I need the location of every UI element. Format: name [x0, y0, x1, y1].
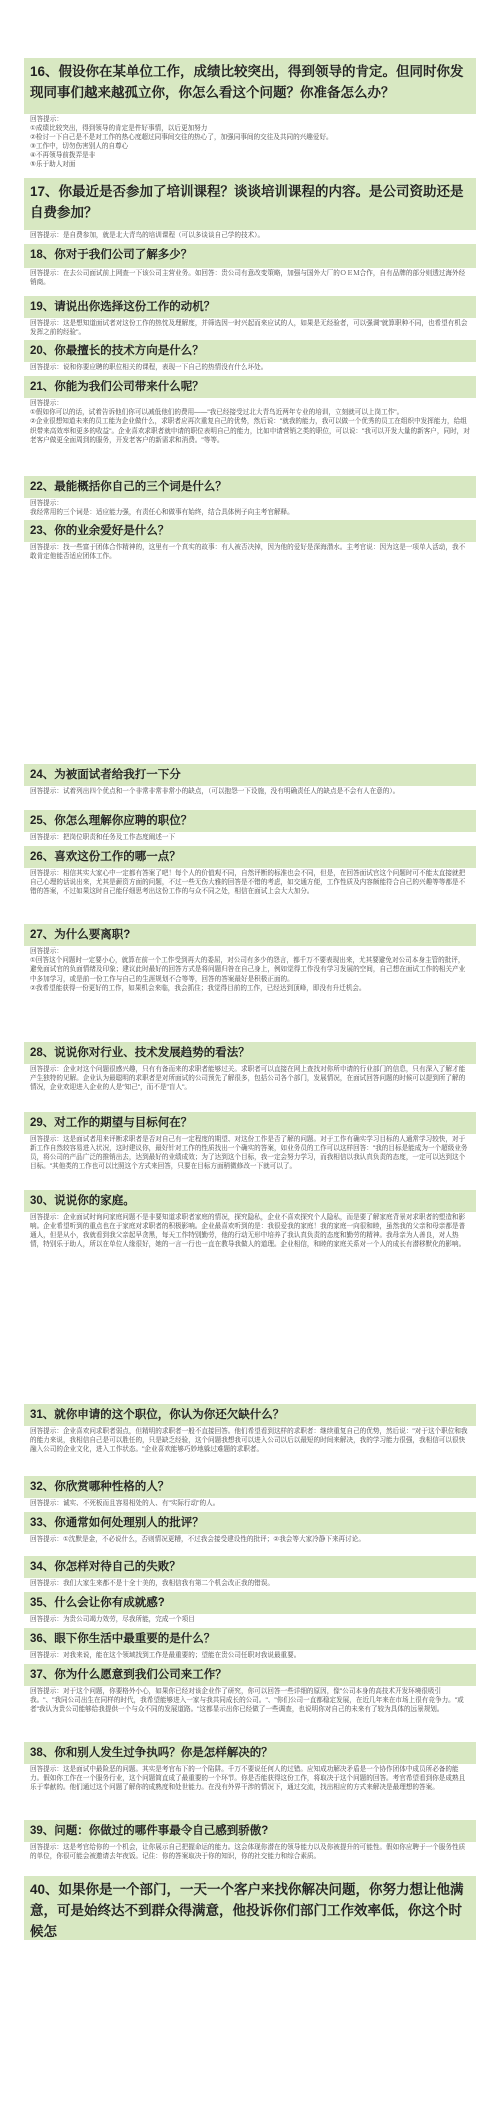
question-31: 31、就你申请的这个职位，你认为你还欠缺什么？ [24, 1404, 476, 1426]
question-22: 22、最能概括你自己的三个词是什么？ [24, 476, 476, 498]
answer-37: 回答提示：对于这个问题，你要格外小心，如果你已经对该企业作了研究，你可以回答一些详细的原因，像"公司本身的高技术开发环境很吸引我。"、"我同公司出生在同样的时代，我希望能够进入一家与我共同成长的公司。"、"你们公司一直都稳定发展，在近几年来在市场上很有竞争力。"或者"我认为贵公司能够给我提供一个与众不同的发展道路。"这都显示出你已经做了一些调查，也说明你对自己的未来有了较为具体的远景规划。 [30, 1688, 464, 1713]
answer-22: 回答提示： 我经常用的三个词是：适应能力强，有责任心和做事有始终，结合具体例子向主考官解释。 [30, 500, 294, 516]
answer-21: 回答提示： ①假如你可以的话，试着告诉他们你可以减低他们的费用——"我已经接受过北大青鸟近两年专业的培训，立刻就可以上岗工作"。 ②企业很想知道未来的员工能为企业做什么，求职者应再次重复自己的优势，然后说："就我的能力，我可以做一个优秀的员工在组织中发挥能力，给组织带来高效率和更多的收益"。企业喜欢求职者就申请的职位表明自己的能力，比如申请营销之类的职位，可以说："我可以开发大量的新客户，同时，对老客户做更全面周到的服务，开发老客户的新需求和消费。"等等。 [30, 400, 470, 444]
answer-20: 回答提示：说和你要应聘的职位相关的课程，表现一下自己的热情没有什么坏处。 [30, 364, 268, 371]
answer-25: 回答提示：把岗位职责和任务及工作态度阐述一下 [30, 834, 176, 841]
question-25: 25、你怎么理解你应聘的职位？ [24, 810, 476, 832]
question-39: 39、问题：你做过的哪件事最令自己感到骄傲? [24, 1820, 476, 1842]
question-26: 26、喜欢这份工作的哪一点？ [24, 846, 476, 868]
answer-24: 回答提示：试着列出四个优点和一个非常非常非常小的缺点，（可以抱怨一下设施，没有明确责任人的缺点是不会有人在意的）。 [30, 788, 400, 795]
answer-23: 回答提示：找一些富于团体合作精神的，这里有一个真实的故事：有人被否决掉，因为他的爱好是深海潜水。主考官说：因为这是一项单人活动，我不敢肯定他能否适应团体工作。 [30, 544, 466, 560]
question-19: 19、请说出你选择这份工作的动机？ [24, 296, 476, 318]
answer-17: 回答提示：是自费参加，就是北大青鸟的培训课程（可以多谈谈自己学的技术）。 [30, 232, 265, 239]
question-16: 16、假设你在某单位工作，成绩比较突出，得到领导的肯定。但同时你发现同事们越来越孤立你，你怎么看这个问题？你准备怎么办？ [24, 58, 476, 114]
question-36: 36、眼下你生活中最重要的是什么？ [24, 1628, 476, 1650]
answer-34: 回答提示：我们大家生来都不是十全十美的，我相信我有第二个机会改正我的错误。 [30, 1580, 274, 1587]
answer-18: 回答提示：在去公司面试前上网查一下该公司主营业务。如回答：贵公司有意改变策略，加强与国外大厂的ＯＥＭ合作，自有品牌的部分则透过海外经销商。 [30, 270, 466, 286]
answer-26: 回答提示：相信其实大家心中一定都有答案了吧！每个人的价值观不同，自然评断的标准也会不同，但是，在回答面试官这个问题时可不能太直接就把自己心理的话说出来，尤其是薪资方面的问题，不过一些无伤大雅的回答是不错的考虑，如交通方便，工作性质及内容颇能符合自己的兴趣等等都是不错的答案，不过如果这时自己能仔细思考出这份工作的与众不同之处，相信在面试上会大大加分。 [30, 870, 466, 895]
answer-28: 回答提示：企业对这个问题很感兴趣，只有有备而来的求职者能够过关。求职者可以直接在网上查找对你所申请的行业部门的信息，只有深入了解才能产生独特的见解。企业认为最聪明的求职者是对所面试的公司预先了解很多，包括公司各个部门，发展情况，在面试回答问题的时候可以提到所了解的情况，企业欢迎进入企业的人是"知己"，而不是"盲人"。 [30, 1066, 466, 1091]
question-37: 37、你为什么愿意到我们公司来工作？ [24, 1664, 476, 1686]
question-32: 32、你欣赏哪种性格的人？ [24, 1476, 476, 1498]
question-30: 30、说说你的家庭。 [24, 1190, 476, 1212]
question-23: 23、你的业余爱好是什么？ [24, 520, 476, 542]
question-24: 24、为被面试者给我打一下分 [24, 764, 476, 786]
question-38: 38、你和别人发生过争执吗？你是怎样解决的？ [24, 1742, 476, 1764]
answer-39: 回答提示：这是考官给你的一个机会，让你展示自己把握命运的能力。这会体现你潜在的领导能力以及你被提升的可能性。假如你应聘于一个服务性质的单位，你很可能会被邀请去年夜饭。记住：你的答案取决于你的知识，你的社交能力和综合素质。 [30, 1844, 466, 1860]
answer-19: 回答提示：这是想知道面试者对这份工作的热忱及理解度，并筛选因一时兴起而来应试的人，如果是无经验者，可以强调"就算职种不同，也希望有机会发挥之前的经验"。 [30, 320, 468, 336]
question-34: 34、你怎样对待自己的失败？ [24, 1556, 476, 1578]
question-21: 21、你能为我们公司带来什么呢？ [24, 376, 476, 398]
answer-29: 回答提示：这是面试者用来评断求职者是否对自己有一定程度的期望、对这份工作是否了解的问题。对于工作有确实学习目标的人通常学习较快，对于新工作自然较容易进入状况，这时建议你，最好针对工作的性质找出一个确实的答案，如业务员的工作可以这样回答："我的目标是能成为一个超级业务员，将公司的产品广泛的推销出去，达到最好的业绩成效；为了达到这个目标，我一定会努力学习，而我相信以我认真负责的态度，一定可以达到这个目标。"其他类的工作也可以比照这个方式来回答，只要在目标方面稍微修改一下就可以了。 [30, 1136, 468, 1170]
qa-section-3 [24, 1404, 476, 1940]
answer-38: 回答提示：这是面试中最险恶的问题。其实是考官布下的一个陷阱。千万不要说任何人的过错。应知成功解决矛盾是一个协作团体中成员所必备的能力。假如你工作在一个服务行业，这个问题简直成了最重要的一个环节。你是否能获得这份工作，将取决于这个问题的回答。考官希望看到你是成熟且乐于奉献的。他们通过这个问题了解你的成熟度和处世能力。在没有外界干涉的情况下，通过交流，找出相应的方式来解决是最理想的答案。 [30, 1766, 466, 1791]
answer-36: 回答提示：对我来说，能在这个领域找到工作是最重要的；望能在贵公司任职对我说最重要。 [30, 1652, 301, 1659]
answer-35: 回答提示：为贵公司竭力效劳，尽我所能，完成一个项目 [30, 1616, 195, 1623]
question-33: 33、你通常如何处理别人的批评？ [24, 1512, 476, 1534]
question-29: 29、对工作的期望与目标何在？ [24, 1112, 476, 1134]
answer-16: 回答提示： ①成绩比较突出，得到领导的肯定是件好事情，以后更加努力 ②检讨一下自己是不是对工作的热心度超过同事间交往的热心了，加强同事间的交往及共同的兴趣爱好。 ③工作中，切勿伤害别人的自尊心 ④不再领导前拨弄是非 ⑤乐于助人对面 [30, 116, 333, 168]
question-40: 40、如果你是一个部门，一天一个客户来找你解决问题，你努力想让他满意，可是始终达不到群众得满意，他投诉你们部门工作效率低，你这个时候怎 [24, 1876, 476, 1940]
question-35: 35、什么会让你有成就感? [24, 1592, 476, 1614]
question-18: 18、你对于我们公司了解多少？ [24, 244, 476, 268]
qa-section-2 [24, 764, 476, 1288]
answer-31: 回答提示：企业喜欢问求职者弱点，但精明的求职者一般不直接回答。他们希望看到这样的求职者：继续重复自己的优势，然后说："对于这个职位和我的能力来说，我相信自己是可以胜任的，只是缺乏经验，这个问题我想我可以进入公司以后以最短的时间来解决，我的学习能力很强，我相信可以很快融入公司的企业文化，进入工作状态。"企业喜欢能够巧妙地躲过难题的求职者。 [30, 1428, 468, 1453]
question-27: 27、为什么要离职? [24, 924, 476, 946]
qa-section-1 [24, 58, 476, 570]
question-20: 20、你最擅长的技术方向是什么？ [24, 340, 476, 362]
answer-30: 回答提示：企业面试时询问家庭问题不是非要知道求职者家庭的情况，探究隐私，企业不喜欢探究个人隐私，而是要了解家庭背景对求职者的塑造和影响。企业希望听到的重点也在于家庭对求职者的积极影响。企业最喜欢听到的是：我很爱我的家庭！我的家庭一向很和睦，虽然我的父亲和母亲都是普通人，但是从小，我就看到我父亲起早贪黑，每天工作特别勤劳，他的行动无形中培养了我认真负责的态度和勤劳的精神。我母亲为人善良，对人热情，特别乐于助人，所以在单位人缘很好，她的一言一行也一直在教导我做人的道理。企业相信，和睦的家庭关系对一个人的成长有潜移默化的影响。 [30, 1214, 466, 1248]
answer-32: 回答提示：诚实、不死板而且容易相处的人、有"实际行动"的人。 [30, 1500, 220, 1507]
question-28: 28、说说你对行业、技术发展趋势的看法？ [24, 1042, 476, 1064]
question-17: 17、你最近是否参加了培训课程？谈谈培训课程的内容。是公司资助还是自费参加？ [24, 178, 476, 230]
answer-33: 回答提示：①沈默是金，不必说什么，否则情况更糟，不过我会接受建设性的批评；②我会等大家冷静下来再讨论。 [30, 1536, 365, 1543]
answer-27: 回答提示： ①回答这个问题时一定要小心，就算在前一个工作受到再大的委屈，对公司有多少的怨言，都千万不要表现出来，尤其要避免对公司本身主管的批评，避免面试官的负面情绪及印象；建议此时最好的回答方式是将问题归咎在自己身上，例如觉得工作没有学习发展的空间，自己想在面试工作的相关产业中多加学习，或是前一份工作与自己的生涯规划不合等等，回答的答案最好是积极正面的。 ②我希望能获得一份更好的工作，如果机会来临，我会抓住；我觉得目前的工作，已经达到顶峰，即没有升迁机会。 [30, 948, 466, 992]
